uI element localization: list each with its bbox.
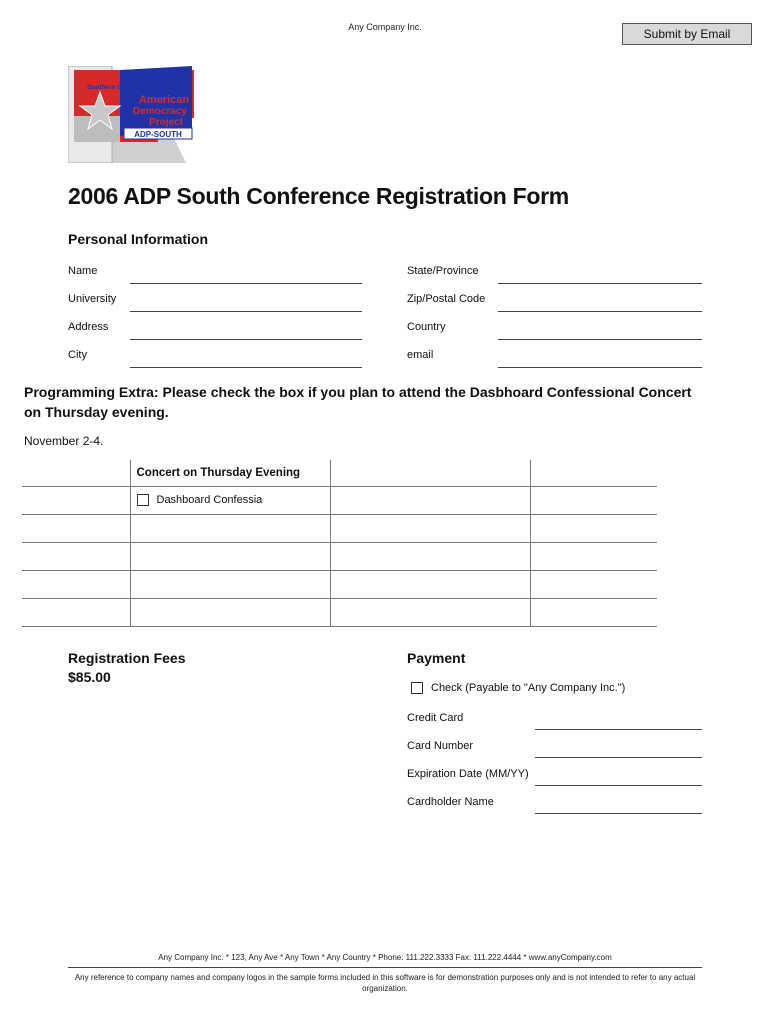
card-number-label: Card Number bbox=[407, 740, 474, 752]
university-field[interactable] bbox=[130, 311, 362, 312]
card-number-field[interactable] bbox=[535, 757, 702, 758]
payment-heading: Payment bbox=[407, 650, 466, 666]
check-payment-label: Check (Payable to "Any Company Inc.") bbox=[431, 682, 626, 694]
dashboard-concert-label: Dashboard Confessia bbox=[156, 493, 263, 506]
cardholder-name-field[interactable] bbox=[535, 813, 702, 814]
zip-postal-code-field[interactable] bbox=[498, 311, 702, 312]
email-field[interactable] bbox=[498, 367, 702, 368]
address-label: Address bbox=[68, 321, 109, 333]
table-row bbox=[22, 598, 657, 626]
name-label: Name bbox=[68, 265, 98, 277]
personal-info-heading: Personal Information bbox=[68, 231, 209, 247]
expiration-date-field[interactable] bbox=[535, 785, 702, 786]
city-field[interactable] bbox=[130, 367, 362, 368]
state-province-label: State/Province bbox=[407, 265, 479, 277]
zip-postal-code-label: Zip/Postal Code bbox=[407, 293, 486, 305]
check-payment-checkbox[interactable] bbox=[411, 682, 423, 694]
country-label: Country bbox=[407, 321, 446, 333]
form-title: 2006 ADP South Conference Registration Form bbox=[68, 183, 569, 209]
check-payment-option bbox=[411, 682, 625, 694]
svg-text:Project: Project bbox=[149, 117, 183, 128]
name-field[interactable] bbox=[130, 283, 362, 284]
country-field[interactable] bbox=[498, 339, 702, 340]
svg-text:American: American bbox=[138, 94, 190, 106]
table-row bbox=[22, 570, 657, 598]
dashboard-concert-checkbox[interactable] bbox=[137, 494, 149, 506]
svg-text:ADP-SOUTH: ADP-SOUTH bbox=[134, 130, 182, 139]
credit-card-field[interactable] bbox=[535, 729, 702, 730]
submit-by-email-button[interactable]: Submit by Email bbox=[622, 23, 752, 45]
table-row bbox=[22, 486, 657, 514]
footer-divider bbox=[68, 967, 702, 968]
concert-table bbox=[22, 460, 657, 627]
cardholder-name-label: Cardholder Name bbox=[407, 796, 494, 808]
table-row bbox=[22, 514, 657, 542]
footer-disclaimer: Any reference to company names and company logos in the sample forms included in this software is for demonstration purposes only and is not intended to refer to any actual organization. bbox=[74, 973, 696, 993]
city-label: City bbox=[68, 349, 87, 361]
programming-extra-heading: Programming Extra: Please check the box if you plan to attend the Dasbhoard Confessional Concert on Thursday evening. bbox=[24, 384, 692, 420]
svg-text:Southern Consortium of the: Southern Consortium of the bbox=[87, 84, 174, 91]
registration-fees-heading: Registration Fees bbox=[68, 650, 186, 666]
credit-card-label: Credit Card bbox=[407, 712, 464, 724]
footer-company-address: Any Company Inc. * 123, Any Ave * Any Town * Any Country * Phone: 111.222.3333 Fax: 111.222.4444 * www.anyCompany.com bbox=[158, 953, 612, 962]
svg-text:Democracy: Democracy bbox=[133, 106, 187, 117]
table-header-row bbox=[22, 460, 657, 486]
company-name-header: Any Company Inc. bbox=[348, 22, 422, 32]
table-row bbox=[22, 542, 657, 570]
concert-column-header: Concert on Thursday Evening bbox=[130, 460, 330, 486]
state-province-field[interactable] bbox=[498, 283, 702, 284]
registration-fee-amount: $85.00 bbox=[68, 669, 111, 685]
expiration-date-label: Expiration Date (MM/YY) bbox=[407, 768, 529, 780]
university-label: University bbox=[68, 293, 117, 305]
adp-south-logo bbox=[68, 66, 194, 163]
email-label: email bbox=[407, 349, 434, 361]
address-field[interactable] bbox=[130, 339, 362, 340]
conference-dates: November 2-4. bbox=[24, 434, 104, 448]
